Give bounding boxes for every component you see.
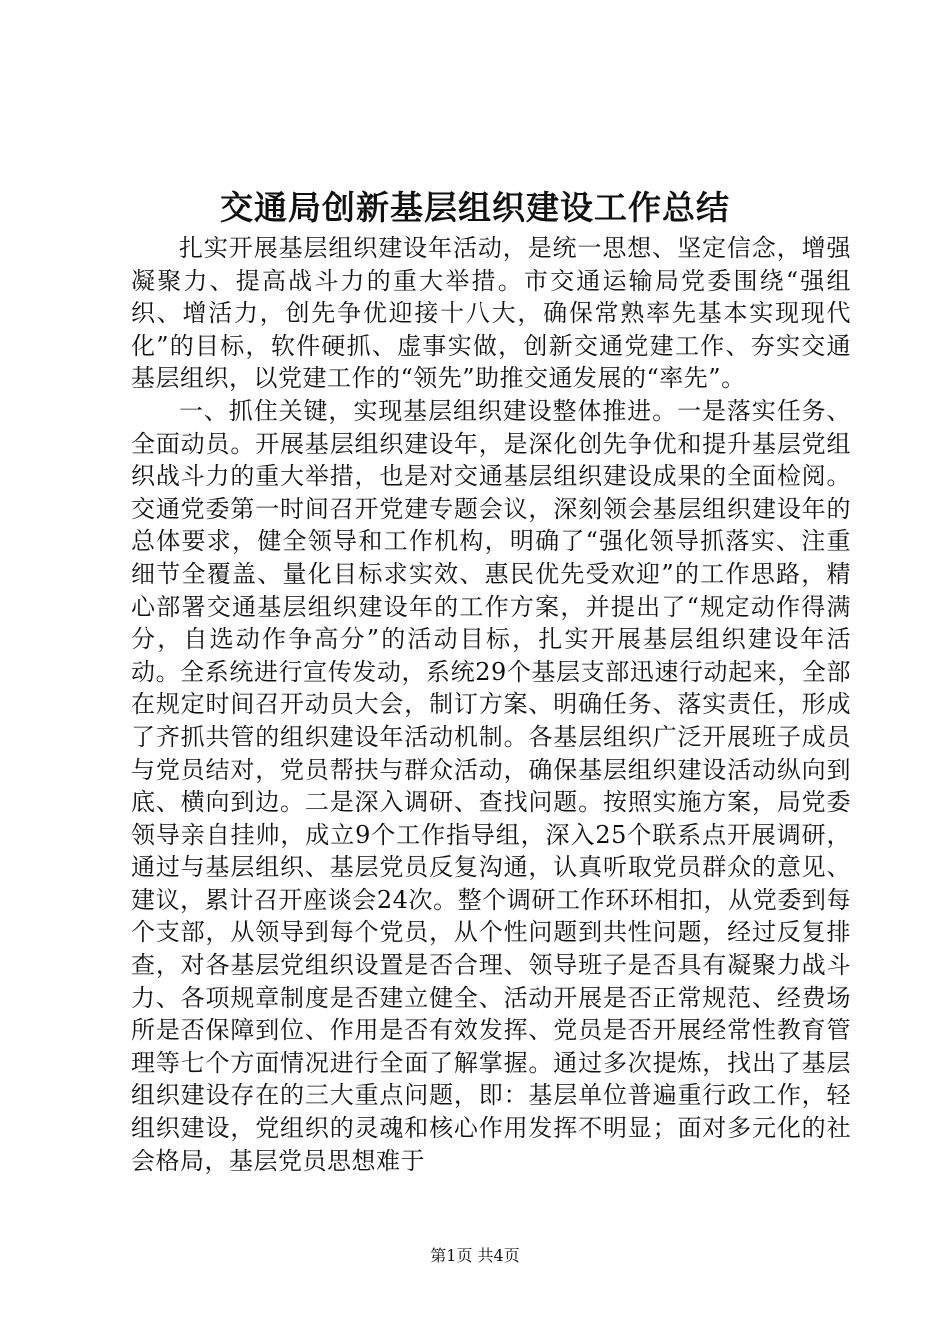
paragraph-intro: 扎实开展基层组织建设年活动，是统一思想、坚定信念，增强凝聚力、提高战斗力的重大举措。市交通运输局党委围绕“强组织、增活力，创先争优迎接十八大，确保常熟率先基本实现现代化”的目标，软件硬抓、虚事实做，创新交通党建工作、夯实交通基层组织，以党建工作的“领先”助推交通发展的“率先”。 <box>131 234 851 393</box>
document-title: 交通局创新基层组织建设工作总结 <box>220 188 730 227</box>
paragraph-section-one: 一、抓住关键，实现基层组织建设整体推进。一是落实任务、全面动员。开展基层组织建设年，是深化创先争优和提升基层党组织战斗力的重大举措，也是对交通基层组织建设成果的全面检阅。交通党委第一时间召开党建专题会议，深刻领会基层组织建设年的总体要求，健全领导和工作机构，明确了“强化领导抓落实、注重细节全覆盖、量化目标求实效、惠民优先受欢迎”的工作思路，精心部署交通基层组织建设年的工作方案，并提出了“规定动作得满分，自选动作争高分”的活动目标，扎实开展基层组织建设年活动。全系统进行宣传发动，系统29个基层支部迅速行动起来，全部在规定时间召开动员大会，制订方案、明确任务、落实责任，形成了齐抓共管的组织建设年活动机制。各基层组织广泛开展班子成员与党员结对，党员帮扶与群众活动，确保基层组织建设活动纵向到底、横向到边。二是深入调研、查找问题。按照实施方案，局党委领导亲自挂帅，成立9个工作指导组，深入25个联系点开展调研，通过与基层组织、基层党员反复沟通，认真听取党员群众的意见、建议，累计召开座谈会24次。整个调研工作环环相扣，从党委到每个支部，从领导到每个党员，从个性问题到共性问题，经过反复排查，对各基层党组织设置是否合理、领导班子是否具有凝聚力战斗力、各项规章制度是否建立健全、活动开展是否正常规范、经费场所是否保障到位、作用是否有效发挥、党员是否开展经常性教育管理等七个方面情况进行全面了解掌握。通过多次提炼，找出了基层组织建设存在的三大重点问题，即：基层单位普遍重行政工作，轻组织建设，党组织的灵魂和核心作用发挥不明显；面对多元化的社会格局，基层党员思想难于 <box>131 396 851 1175</box>
page-footer: 第1页 共4页 <box>430 1246 520 1265</box>
document-body <box>131 232 851 1177</box>
